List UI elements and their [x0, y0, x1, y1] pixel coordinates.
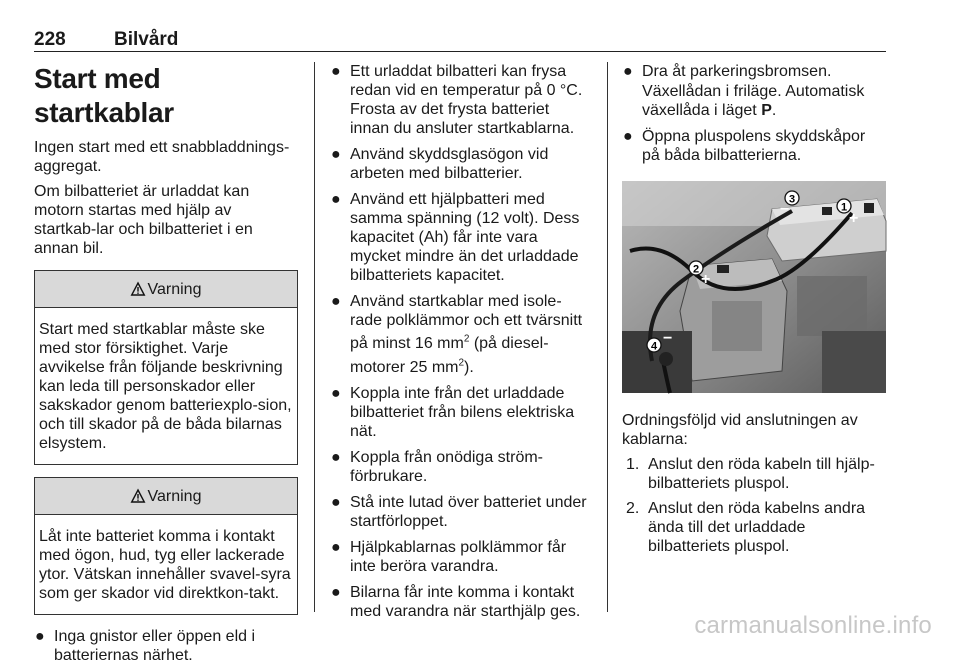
plus-sign: +: [849, 210, 859, 227]
list-item: [330, 190, 592, 285]
list-item: [622, 127, 886, 165]
warning-label: Varning: [147, 487, 202, 505]
step-text: Anslut den röda kabeln till hjälp-bilbatteriets pluspol.: [648, 456, 875, 492]
intro-paragraph: Om bilbatteriet är urladdat kan motorn startas med hjälp av startkab-lar och bilbatteriet i en annan bil.: [34, 183, 253, 257]
superscript: 2: [463, 334, 470, 345]
bullet-icon: ●: [331, 384, 341, 402]
list-item-text: Bilarna får inte komma i kontakt med varandra när starthjälp ges.: [350, 583, 581, 620]
bullet-list: [622, 62, 886, 165]
step-text: Anslut den röda kabelns andra ända till det urladdade bilbatteriets pluspol.: [648, 500, 866, 555]
column-2: [330, 62, 592, 628]
step-number: 1.: [626, 456, 640, 473]
bullet-icon: ●: [623, 63, 633, 80]
list-item-text: Stå inte lutad över batteriet under startförloppet.: [350, 493, 587, 530]
list-item: [330, 538, 592, 576]
column-3: [622, 62, 886, 562]
list-item: [330, 62, 592, 138]
sequence-intro: Ordningsföljd vid anslutningen av kablarna:: [622, 412, 858, 448]
bullet-icon: ●: [331, 448, 341, 466]
list-item-text: [642, 83, 864, 119]
superscript: 2: [458, 357, 465, 369]
text-run: Använd startkablar med isole-rade polklämmor och ett tvärsnitt på minst 16 mm: [350, 293, 583, 353]
bullet-icon: ●: [331, 63, 341, 80]
list-item-text: Använd ett hjälpbatteri med samma spänning (12 volt). Dess kapacitet (Ah) får inte vara mycket mindre än det urladdade bilbatteriets kapacitet.: [350, 191, 580, 284]
warning-box: [34, 477, 298, 615]
bullet-icon: ●: [35, 628, 45, 645]
warning-label: Varning: [147, 280, 202, 298]
text-run: .: [771, 102, 777, 119]
step-list: [622, 455, 886, 556]
column-1: [34, 62, 298, 672]
warning-triangle-icon: [131, 282, 145, 296]
bullet-list: [330, 62, 592, 621]
bullet-icon: ●: [331, 191, 341, 208]
warning-header: [35, 271, 297, 308]
list-item: [622, 82, 886, 120]
list-item: [34, 627, 298, 665]
bullet-icon: ●: [331, 293, 341, 310]
section-title: Start med startkablar: [34, 63, 174, 128]
list-item-text: Hjälpkablarnas polklämmor får inte beröra varandra.: [350, 538, 567, 575]
warning-box: [34, 270, 298, 465]
jump-start-battery-photo: [622, 181, 886, 393]
warning-header: [35, 478, 297, 515]
list-item-text: Inga gnistor eller öppen eld i batteriernas närhet.: [54, 628, 256, 664]
text-run: ).: [464, 358, 474, 376]
list-item-text: [350, 293, 582, 376]
text-run: Växellådan i friläge. Automatisk växellåda i läget: [642, 83, 865, 119]
text-run: (på diesel-motorer 25 mm: [350, 335, 549, 376]
bullet-icon: ●: [331, 493, 341, 511]
warning-text: Start med startkablar måste ske med stor försiktighet. Varje avvikelse från följande beskrivning kan leda till personskador eller sakskador genom batteriexplo-sion, och till skador på de båda bilarnas elsystem.: [39, 321, 292, 452]
bullet-list: [34, 627, 298, 665]
list-item: [330, 292, 592, 377]
callout-3: 3: [788, 193, 796, 206]
list-item-text: Öppna pluspolens skyddskåpor på båda bilbatterierna.: [642, 128, 866, 164]
callout-1: 1: [840, 201, 848, 214]
bullet-icon: ●: [331, 583, 341, 601]
list-item-text: Använd skyddsglasögon vid arbeten med bilbatterier.: [350, 146, 549, 182]
list-item-text: Koppla inte från det urladdade bilbatteriet från bilens elektriska nät.: [350, 384, 575, 440]
list-item-text: Koppla från onödiga ström-förbrukare.: [350, 448, 543, 485]
column-divider: [607, 62, 608, 612]
bullet-icon: ●: [331, 538, 341, 556]
list-item-text: Dra åt parkeringsbromsen.: [642, 63, 832, 80]
list-item: [330, 145, 592, 183]
list-item: [622, 62, 886, 81]
bullet-icon: ●: [331, 146, 341, 163]
list-item: [330, 583, 592, 621]
intro-paragraph: Ingen start med ett snabbladdnings-aggregat.: [34, 139, 290, 175]
minus-sign: −: [663, 330, 673, 347]
page-number: 228: [34, 29, 66, 50]
callout-4: 4: [650, 340, 658, 353]
list-item-text: Ett urladdat bilbatteri kan frysa redan vid en temperatur på 0 °C. Frosta av det frysta batteriet innan du ansluter startkablarna.: [350, 63, 583, 137]
step-number: 2.: [626, 500, 640, 517]
warning-triangle-icon: [131, 489, 145, 503]
list-item: [622, 455, 886, 493]
column-divider: [314, 62, 315, 612]
gear-position: P: [761, 102, 772, 119]
minus-sign: −: [780, 201, 790, 218]
list-item: [330, 384, 592, 441]
list-item: [330, 448, 592, 486]
running-title: Bilvård: [114, 29, 179, 50]
bullet-icon: ●: [623, 128, 633, 145]
plus-sign: +: [701, 271, 711, 288]
callout-2: 2: [692, 263, 700, 276]
list-item: [330, 493, 592, 531]
page-header: [34, 30, 886, 52]
warning-text: Låt inte batteriet komma i kontakt med ögon, hud, tyg eller lackerade ytor. Vätskan innehåller svavel-syra som ger skador vid direktkon-takt.: [39, 528, 291, 602]
watermark: carmanualsonline.info: [694, 612, 932, 639]
list-item: [622, 499, 886, 556]
